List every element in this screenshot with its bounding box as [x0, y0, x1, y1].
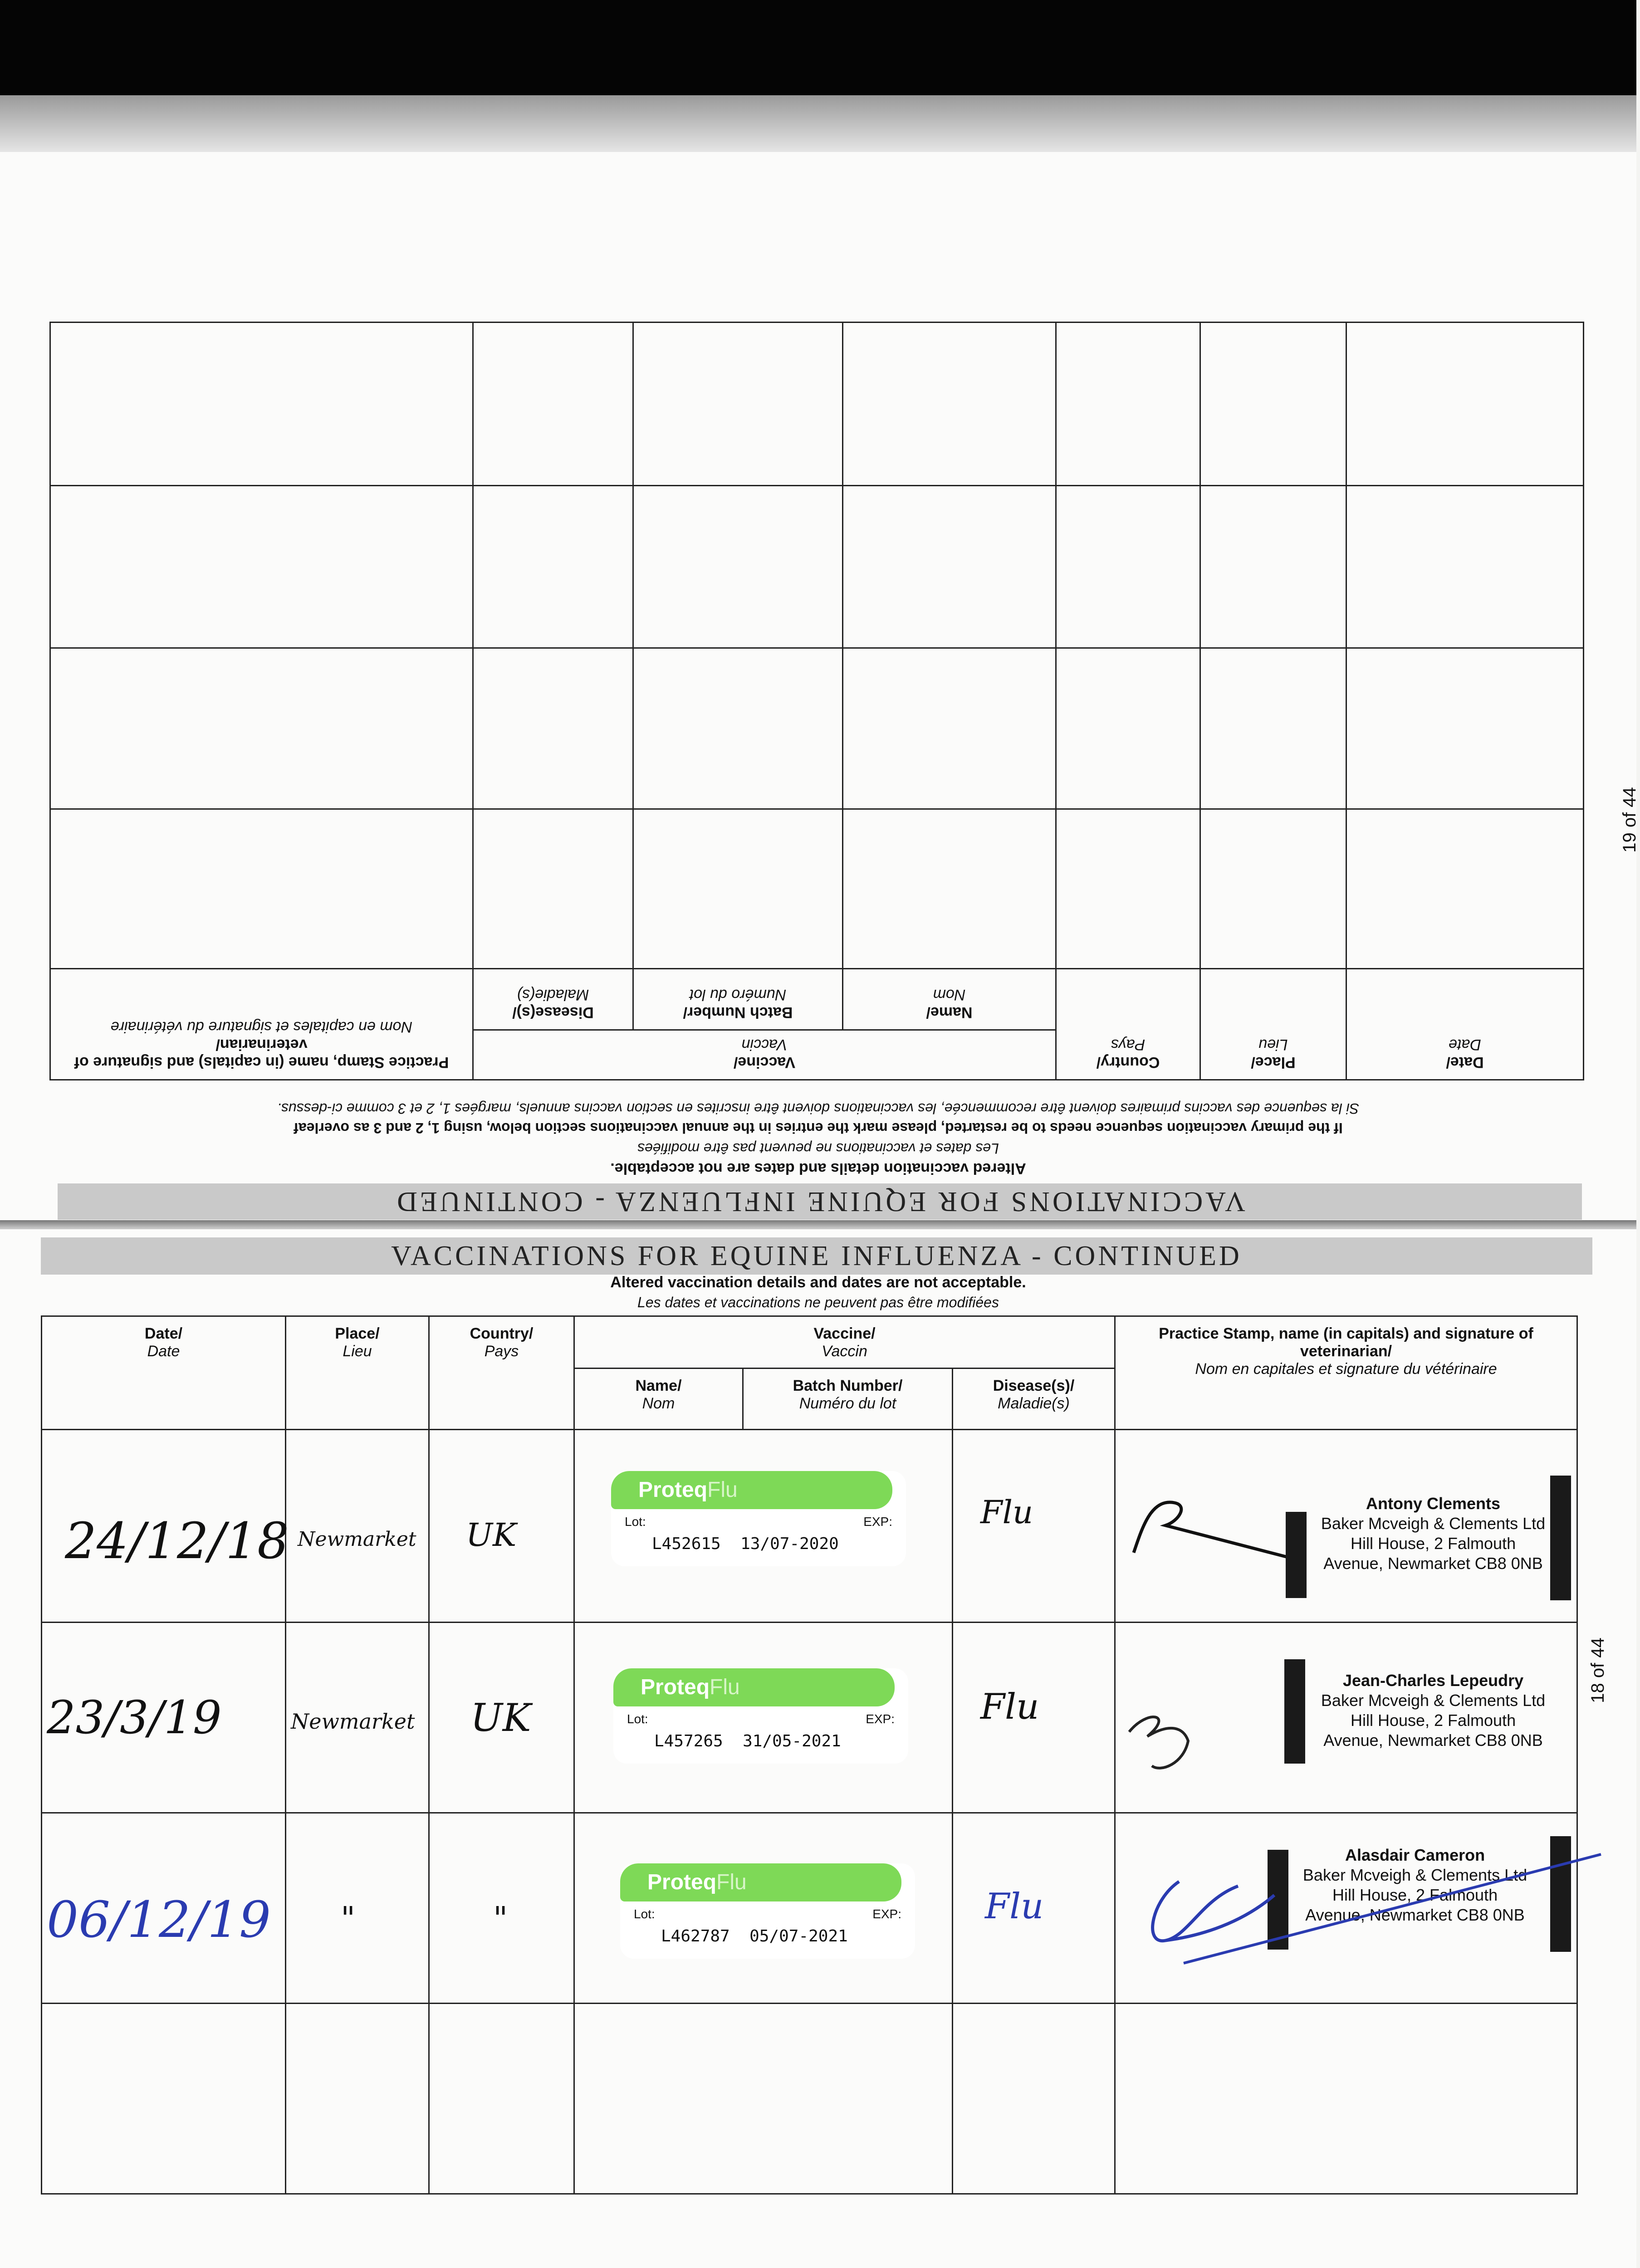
table-row-empty: [42, 2004, 1577, 2194]
redaction-bar: [1284, 1659, 1305, 1764]
page-19-rotated-content: [0, 152, 1636, 1229]
vaccination-table: [41, 1315, 1578, 2195]
date-handwritten: 23/3/19: [47, 1691, 222, 1744]
vaccination-table-top: [49, 322, 1584, 1080]
header-disease-top: Disease(s)/ Maladie(s): [473, 969, 633, 1030]
place-handwritten: Newmarket: [291, 1709, 415, 1734]
header-vaccine: Vaccine/ Vaccin: [574, 1316, 1115, 1369]
header-vaccine-top: Vaccine/ Vaccin: [473, 1030, 1056, 1080]
header-batch: Batch Number/ Numéro du lot: [743, 1369, 953, 1430]
redaction-bar: [1286, 1512, 1307, 1598]
header-name: Name/ Nom: [574, 1369, 743, 1430]
warning-bottom: Altered vaccination details and dates are not acceptable. Les dates et vaccinations ne peuvent pas être modifiées: [610, 1274, 1026, 1310]
page-number-18: 18 of 44: [1587, 1637, 1608, 1703]
batch-number: L457265: [654, 1732, 723, 1750]
disease-handwritten: Flu: [980, 1494, 1033, 1531]
page-number-19: 19 of 44: [1619, 787, 1640, 853]
banner-top: VACCINATIONS FOR EQUINE INFLUENZA - CONTINUED: [58, 1183, 1582, 1220]
header-country: Country/ Pays: [429, 1316, 574, 1430]
vaccine-sticker: ProteqFlu Lot: EXP: L457265 31/05-2021: [613, 1668, 908, 1764]
header-disease: Disease(s)/ Maladie(s): [953, 1369, 1115, 1430]
redaction-bar: [1550, 1476, 1571, 1600]
expiry-date: 05/07-2021: [749, 1927, 848, 1945]
expiry-date: 31/05-2021: [743, 1732, 841, 1750]
table-row: [42, 1430, 1577, 1623]
vaccine-sticker: ProteqFlu Lot: EXP: L462787 05/07-2021: [620, 1863, 915, 1959]
disease-handwritten: Flu: [980, 1686, 1039, 1727]
header-name-top: Name/ Nom: [843, 969, 1056, 1030]
banner-bottom: VACCINATIONS FOR EQUINE INFLUENZA - CONTINUED: [41, 1237, 1592, 1275]
vet-stamp: Jean-Charles Lepeudry Baker Mcveigh & Clements Ltd Hill House, 2 Falmouth Avenue, Newmarket CB8 0NB: [1321, 1671, 1546, 1750]
vet-signature: [1125, 1471, 1297, 1562]
empty-row-top: [50, 648, 1583, 809]
scanner-grey-edge: [0, 95, 1636, 154]
date-handwritten: 06/12/19: [47, 1891, 271, 1949]
header-place-top: Place/ Lieu: [1200, 969, 1346, 1080]
empty-row-top: [50, 486, 1583, 648]
expiry-date: 13/07-2020: [740, 1535, 839, 1553]
disease-handwritten: Flu: [985, 1886, 1044, 1927]
empty-row-top: [50, 809, 1583, 969]
header-date: Date/ Date: [42, 1316, 286, 1430]
vet-signature: [1120, 1668, 1238, 1782]
place-ditto: ": [341, 1900, 356, 1937]
place-handwritten: Newmarket: [298, 1528, 416, 1551]
header-place: Place/ Lieu: [286, 1316, 429, 1430]
header-practice-top: Practice Stamp, name (in capitals) and signature of veterinarian/ Nom en capitales et signature du vétérinaire: [50, 969, 473, 1080]
page-19: [0, 152, 1640, 1229]
vet-stamp: Antony Clements Baker Mcveigh & Clements Ltd Hill House, 2 Falmouth Avenue, Newmarket CB8 0NB: [1321, 1494, 1546, 1573]
empty-row-top: [50, 323, 1583, 486]
country-ditto: ": [493, 1900, 508, 1937]
restart-notice-top: If the primary vaccination sequence needs to be restarted, please mark the entries in the annual vaccinations section below, using 1, 2 and 3 as overleaf Si la sequence des vaccins primaires doivent être recommencée, les vaccinations doivent être inscrites en section vaccins annuels, margées 1, 2 et 3 comme ci-dessus.: [277, 1100, 1360, 1136]
header-country-top: Country/ Pays: [1056, 969, 1200, 1080]
date-handwritten: 24/12/18: [65, 1512, 289, 1570]
header-practice: Practice Stamp, name (in capitals) and signature of veterinarian/ Nom en capitales et signature du vétérinaire: [1115, 1316, 1577, 1430]
country-handwritten: UK: [470, 1696, 531, 1740]
vaccine-sticker: ProteqFlu Lot: EXP: L452615 13/07-2020: [611, 1471, 906, 1566]
table-row: [42, 1623, 1577, 1813]
table-row: [42, 1813, 1577, 2004]
country-handwritten: UK: [466, 1516, 517, 1554]
batch-number: L452615: [652, 1535, 721, 1553]
page-18: [0, 1229, 1636, 2268]
batch-number: L462787: [661, 1927, 730, 1945]
vet-signature: [1125, 1832, 1606, 1977]
header-batch-top: Batch Number/ Numéro du lot: [633, 969, 843, 1030]
vet-stamp: Alasdair Cameron Baker Mcveigh & Clements Ltd Hill House, 2 Falmouth Avenue, Newmarket CB8 0NB: [1302, 1846, 1527, 1924]
warning-top: Altered vaccination details and dates are not acceptable. Les dates et vaccinations ne peuvent pas être modifiées: [610, 1140, 1026, 1177]
header-date-top: Date/ Date: [1346, 969, 1584, 1080]
